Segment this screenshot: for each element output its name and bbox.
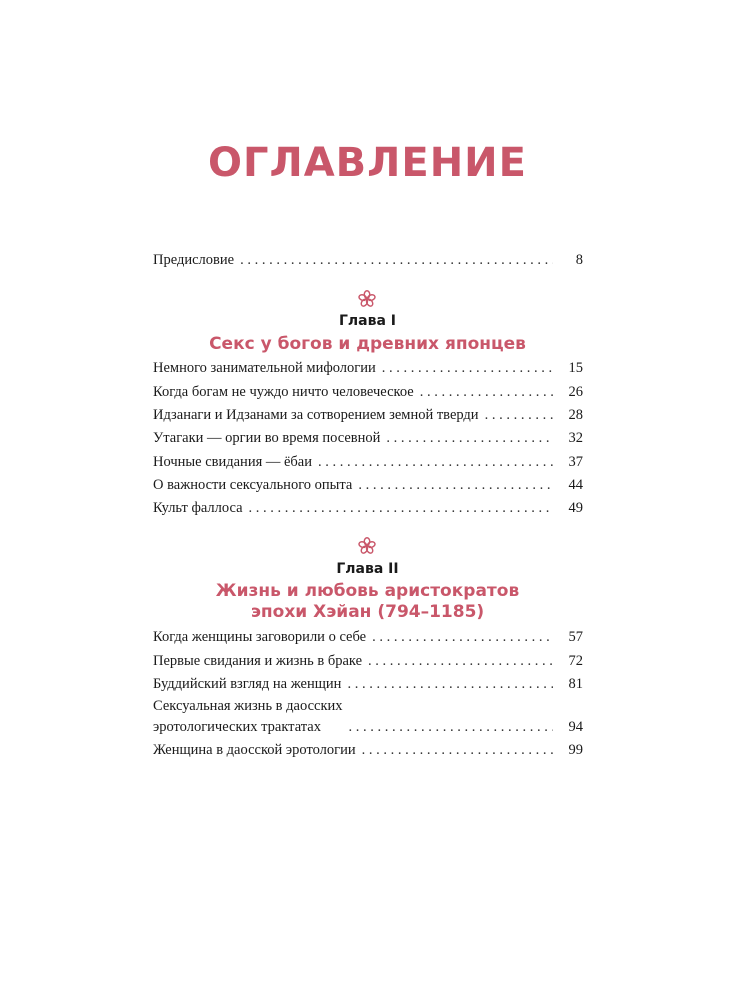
toc-entry[interactable] [153, 628, 583, 646]
sakura-flower-icon [352, 536, 382, 556]
toc-entry-label: Немного занимательной мифологии [153, 360, 376, 376]
leader-dots [485, 406, 553, 424]
toc-entry-label: Когда богам не чуждо ничто человеческое [153, 384, 414, 400]
toc-entry-label: Ночные свидания — ёбаи [153, 454, 313, 470]
toc-entry-page: 57 [568, 629, 583, 645]
leader-dots [358, 476, 553, 494]
toc-entry-label: Когда женщины заговорили о себе [153, 629, 367, 645]
leader-dots [420, 383, 553, 401]
toc-entry-page: 15 [568, 360, 583, 376]
leader-dots [382, 359, 553, 377]
toc-entry-label: Утагаки — оргии во время посевной [153, 430, 381, 446]
toc-entry-label [153, 697, 349, 736]
chapter-title-line: эпохи Хэйан (794–1185) [250, 602, 485, 622]
leader-dots [240, 251, 553, 269]
toc-entry[interactable] [153, 697, 583, 736]
toc-entry-label: Культ фаллоса [153, 500, 243, 516]
toc-entry[interactable] [153, 453, 583, 471]
toc-entry-page: 81 [568, 676, 583, 692]
toc-entry-label: Предисловие [153, 252, 235, 268]
toc-entry-label: Идзанаги и Идзанами за сотворением земной тверди [153, 407, 479, 423]
page-title: ОГЛАВЛЕНИЕ [208, 140, 527, 186]
toc-entry[interactable] [153, 652, 583, 670]
toc-entry[interactable] [153, 383, 583, 401]
toc-entry[interactable] [153, 675, 583, 693]
toc-entry-page: 8 [575, 252, 583, 268]
toc-entry-preface[interactable] [153, 251, 583, 269]
chapter-title-line: Секс у богов и древних японцев [209, 334, 526, 354]
toc-entry-label: Первые свидания и жизнь в браке [153, 653, 363, 669]
toc-entry-page: 44 [568, 477, 583, 493]
toc-entry-page: 32 [568, 430, 583, 446]
leader-dots [249, 499, 553, 517]
toc-entry-page: 49 [568, 500, 583, 516]
toc-entry[interactable] [153, 476, 583, 494]
leader-dots [362, 741, 553, 759]
toc-entry-page: 37 [568, 454, 583, 470]
sakura-flower-icon [352, 289, 382, 309]
toc-entry-page: 99 [568, 742, 583, 758]
leader-dots [372, 628, 553, 646]
toc-entry[interactable] [153, 406, 583, 424]
chapter-label: Глава I [338, 313, 396, 329]
toc-entry-page: 28 [568, 407, 583, 423]
toc-entry-page: 72 [568, 653, 583, 669]
chapter-title [0, 334, 735, 355]
leader-dots [349, 718, 554, 736]
toc-entry-label-line: Сексуальная жизнь в даосских [153, 698, 343, 714]
toc-entry-label-line: эротологических трактатах [153, 719, 321, 735]
leader-dots [347, 675, 553, 693]
leader-dots [368, 652, 553, 670]
toc-entry[interactable] [153, 741, 583, 759]
toc-entry[interactable] [153, 359, 583, 377]
toc-entry-page: 26 [568, 384, 583, 400]
chapter-title [0, 581, 735, 623]
toc-entry-label: Женщина в даосской эротологии [153, 742, 356, 758]
chapter-title-line: Жизнь и любовь аристократов [215, 581, 520, 601]
leader-dots [318, 453, 553, 471]
toc-entry[interactable] [153, 499, 583, 517]
toc-entry[interactable] [153, 429, 583, 447]
chapter-label: Глава II [336, 561, 399, 577]
toc-entry-label: Буддийский взгляд на женщин [153, 676, 342, 692]
toc-entry-page: 94 [568, 719, 583, 735]
toc-entry-label: О важности сексуального опыта [153, 477, 353, 493]
leader-dots [386, 429, 553, 447]
